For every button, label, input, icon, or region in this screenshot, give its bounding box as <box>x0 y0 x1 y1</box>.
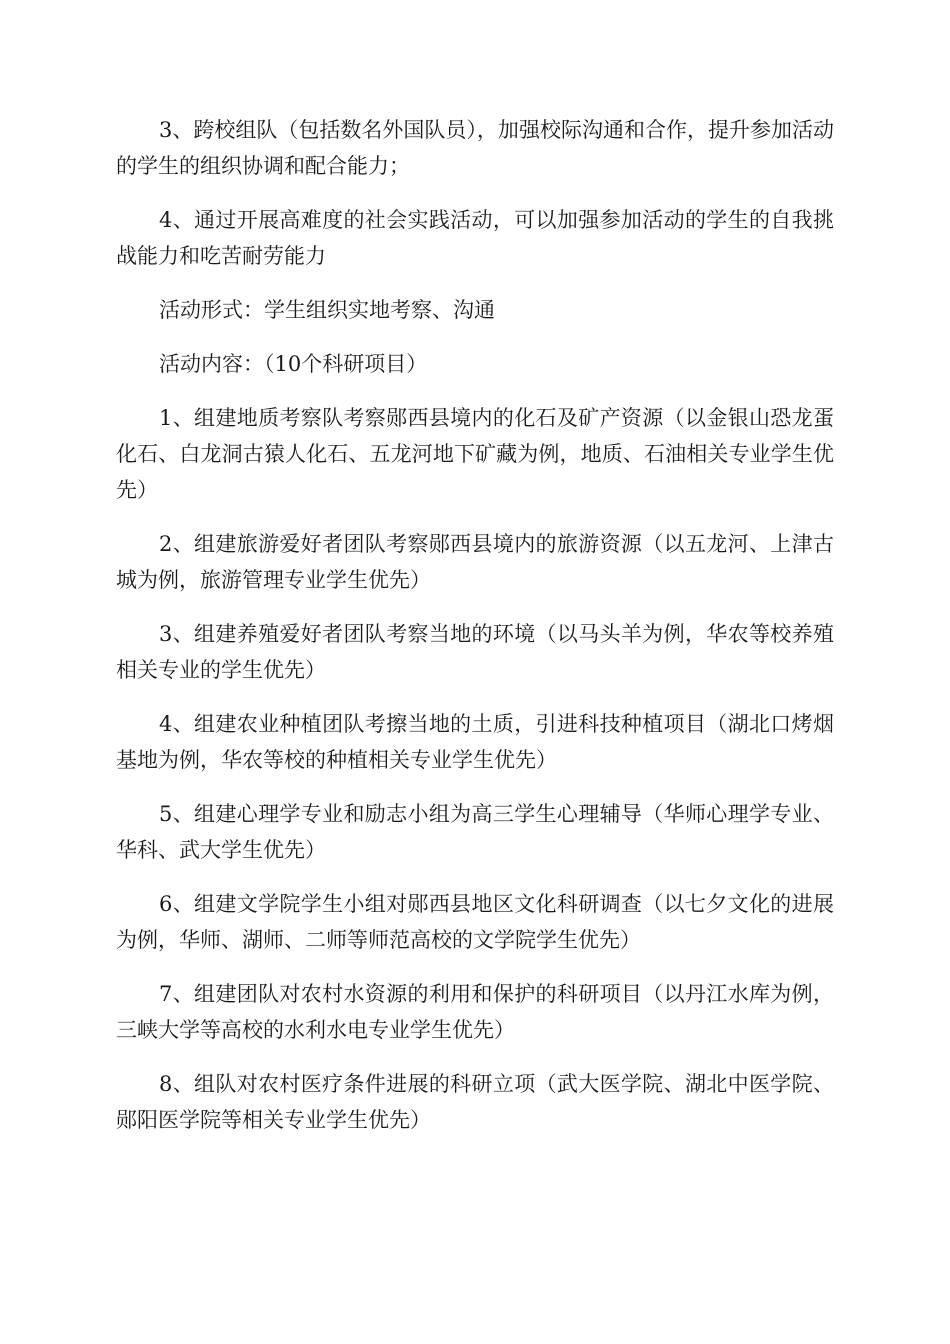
paragraph-project-1: 1、组建地质考察队考察郧西县境内的化石及矿产资源（以金银山恐龙蛋化石、白龙洞古猿人化石、五龙河地下矿藏为例，地质、石油相关专业学生优先） <box>116 406 834 502</box>
paragraph-project-6: 6、组建文学院学生小组对郧西县地区文化科研调查（以七夕文化的进展为例，华师、湖师、二师等师范高校的文学院学生优先） <box>116 892 834 952</box>
paragraph-project-5: 5、组建心理学专业和励志小组为高三学生心理辅导（华师心理学专业、华科、武大学生优先） <box>116 802 834 862</box>
paragraph-project-7: 7、组建团队对农村水资源的利用和保护的科研项目（以丹江水库为例，三峡大学等高校的水利水电专业学生优先） <box>116 982 834 1042</box>
document-body <box>116 112 834 1156</box>
paragraph-project-8: 8、组队对农村医疗条件进展的科研立项（武大医学院、湖北中医学院、郧阳医学院等相关专业学生优先） <box>116 1072 834 1132</box>
paragraph-goal-4: 4、通过开展高难度的社会实践活动，可以加强参加活动的学生的自我挑战能力和吃苦耐劳能力 <box>116 208 834 268</box>
paragraph-activity-content: 活动内容：（10个科研项目） <box>159 352 428 376</box>
paragraph-activity-form: 活动形式：学生组织实地考察、沟通 <box>159 298 495 322</box>
paragraph-project-2: 2、组建旅游爱好者团队考察郧西县境内的旅游资源（以五龙河、上津古城为例，旅游管理专业学生优先） <box>116 532 834 592</box>
paragraph-project-3: 3、组建养殖爱好者团队考察当地的环境（以马头羊为例，华农等校养殖相关专业的学生优先） <box>116 622 834 682</box>
paragraph-goal-3: 3、跨校组队（包括数名外国队员），加强校际沟通和合作，提升参加活动的学生的组织协调和配合能力； <box>116 118 834 178</box>
paragraph-project-4: 4、组建农业种植团队考擦当地的土质，引进科技种植项目（湖北口烤烟基地为例，华农等校的种植相关专业学生优先） <box>116 712 834 772</box>
